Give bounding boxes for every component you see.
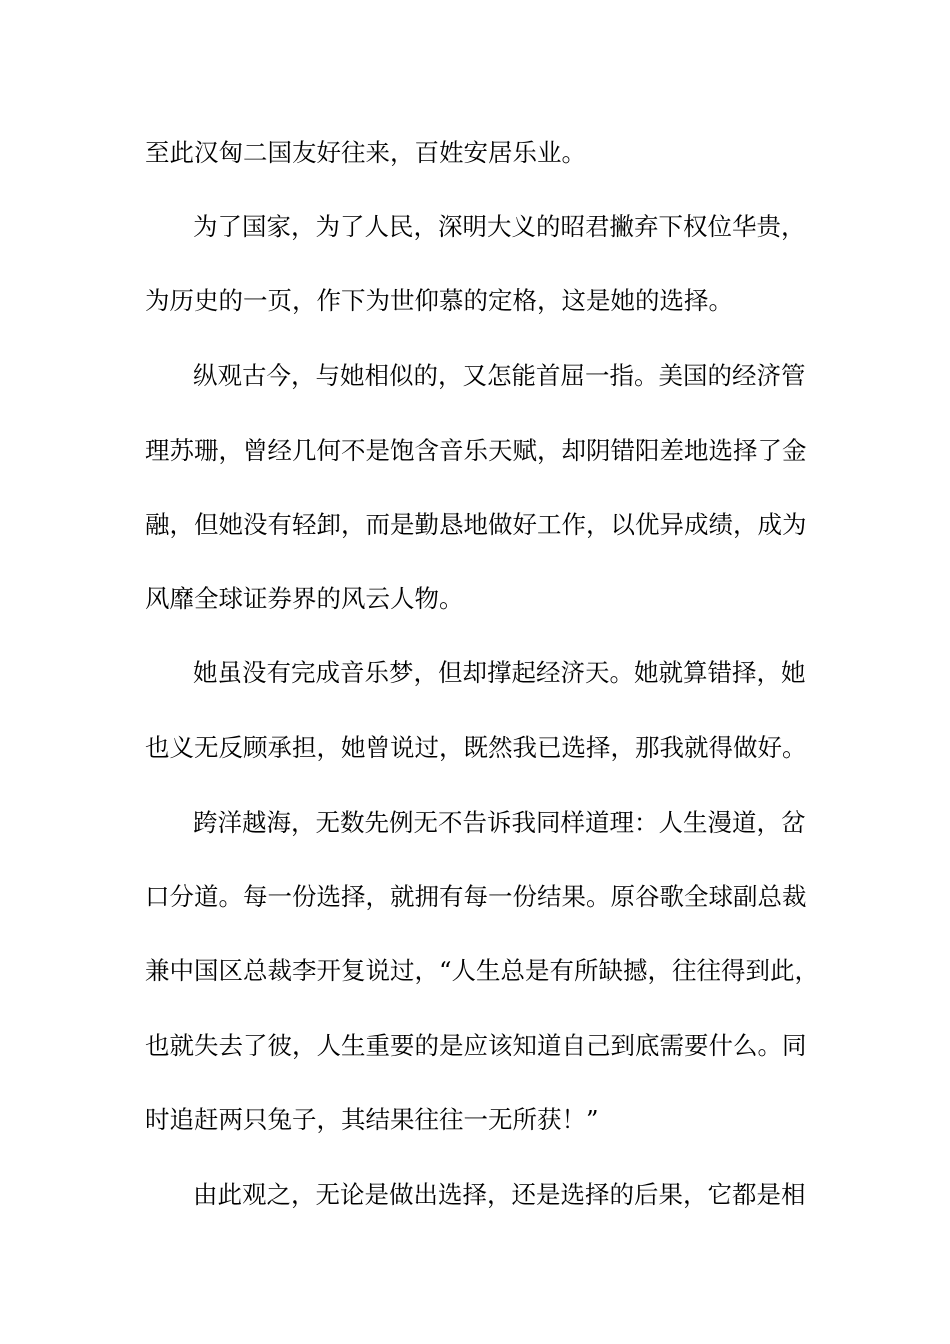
text-line: 理苏珊，曾经几何不是饱含音乐天赋，却阴错阳差地选择了金 xyxy=(145,436,807,465)
text-line: 也就失去了彼，人生重要的是应该知道自己到底需要什么。同 xyxy=(145,1031,807,1060)
text-line: 纵观古今，与她相似的，又怎能首屈一指。美国的经济管 xyxy=(193,361,806,390)
text-line: 跨洋越海，无数先例无不告诉我同样道理：人生漫道，岔 xyxy=(193,808,806,837)
text-line: 口分道。每一份选择，就拥有每一份结果。原谷歌全球副总裁 xyxy=(145,882,807,911)
text-line: 为了国家，为了人民，深明大义的昭君撇弃下权位华贵， xyxy=(193,212,806,241)
text-line: 兼中国区总裁李开复说过，“人生总是有所缺撼，往往得到此， xyxy=(145,956,820,985)
text-line: 由此观之，无论是做出选择，还是选择的后果，它都是相 xyxy=(193,1180,806,1209)
text-line: 时追赶两只兔子，其结果往往一无所获！” xyxy=(145,1105,599,1134)
text-line: 她虽没有完成音乐梦，但却撑起经济天。她就算错择，她 xyxy=(193,658,806,687)
text-line: 至此汉匈二国友好往来，百姓安居乐业。 xyxy=(145,138,586,167)
text-line: 为历史的一页，作下为世仰慕的定格，这是她的选择。 xyxy=(145,286,733,315)
text-line: 也义无反顾承担，她曾说过，既然我已选择，那我就得做好。 xyxy=(145,733,807,762)
text-line: 融，但她没有轻卸，而是勤恳地做好工作，以优异成绩，成为 xyxy=(145,510,807,539)
text-line: 风靡全球证券界的风云人物。 xyxy=(145,584,464,613)
